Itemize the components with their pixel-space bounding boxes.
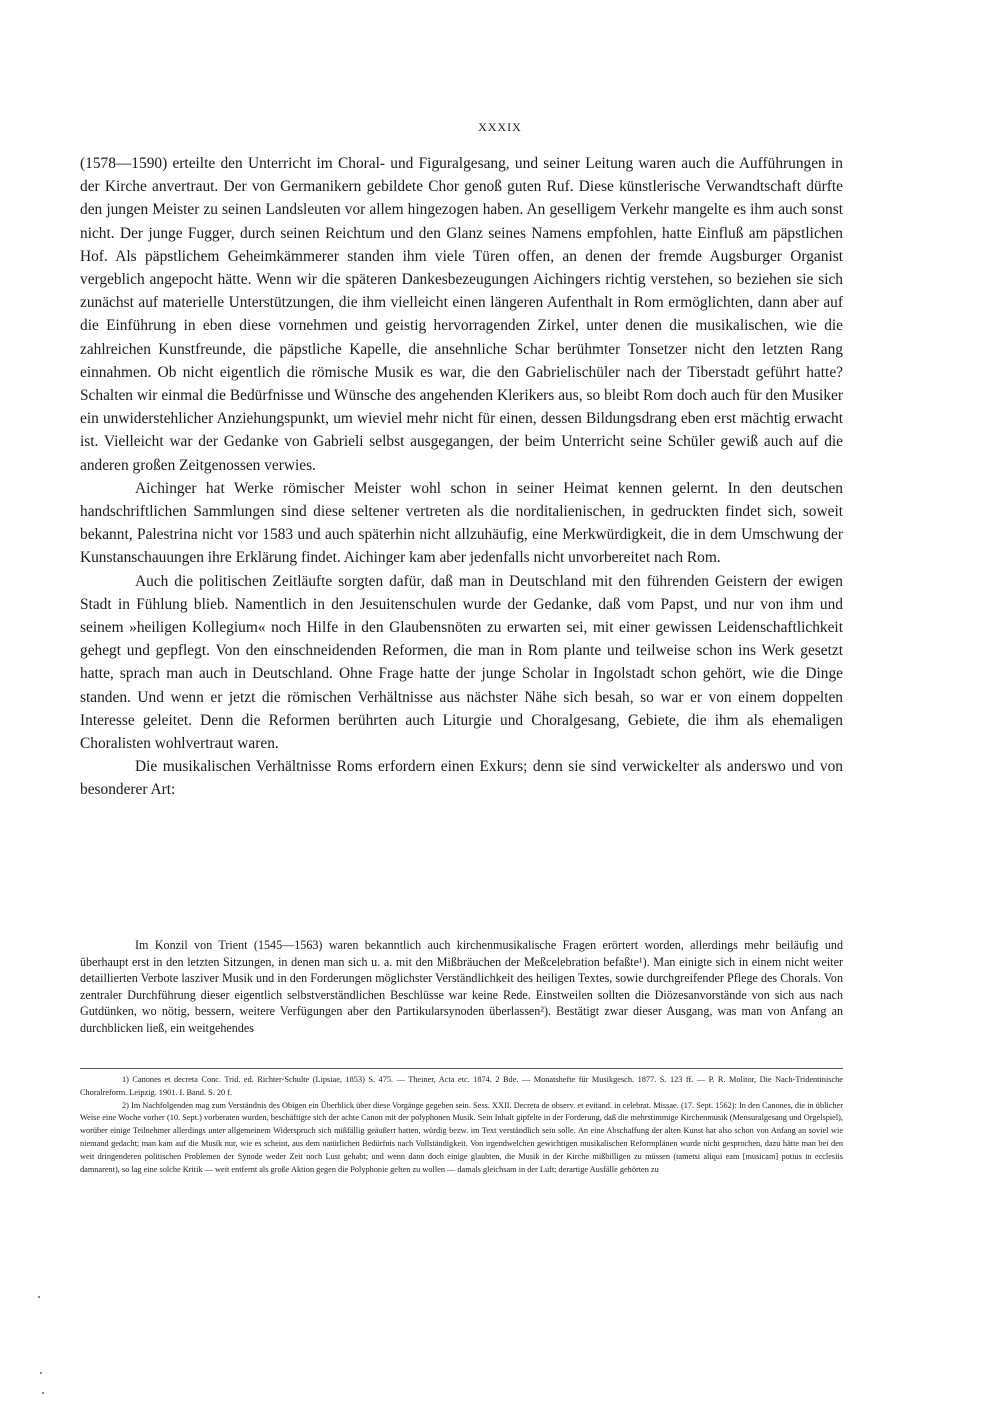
scan-speck	[42, 1392, 44, 1394]
footnotes	[80, 1074, 843, 1176]
footnote-divider	[80, 1068, 843, 1069]
body-paragraph-1: (1578—1590) erteilte den Unterricht im Choral- und Figuralgesang, und seiner Leitung waren auch die Aufführungen in der Kirche anvertraut. Der von Germanikern gebildete Chor genoß guten Ruf. Diese künstlerische Verwandtschaft dürfte den jungen Meister zu seinen Landsleuten vor allem hingezogen haben. An geselligem Verkehr mangelte es ihm auch sonst nicht. Der junge Fugger, durch seinen Reichtum und den Glanz seines Namens empfohlen, hatte Einfluß am päpstlichen Hof. Als päpstlichem Geheimkämmerer standen ihm viele Türen offen, an denen der fremde Augsburger Organist vergeblich angepocht hätte. Wenn wir die späteren Dankesbezeugungen Aichingers richtig verstehen, so beziehen sie sich zunächst auf materielle Unterstützungen, die ihm vielleicht einen längeren Aufenthalt in Rom ermöglichten, dann aber auf die Einführung in eben diese vornehmen und geistig hervorragenden Zirkel, unter denen die musikalischen, wie die zahlreichen Kunstfreunde, die päpstliche Kapelle, die ansehnliche Schar berühmter Tonsetzer nicht den letzten Rang einnahmen. Ob nicht eigentlich die römische Musik es war, die den Gabrielischüler nach der Tiberstadt geführt hatte? Schalten wir einmal die Bedürfnisse und Wünsche des angehenden Klerikers aus, so bleibt Rom doch auch für den Musiker ein unwiderstehlicher Anziehungspunkt, um wieviel mehr nicht für einen, dessen Bildungsdrang eben erst mächtig erwacht ist. Vielleicht war der Gedanke von Gabrieli selbst ausgegangen, der beim Unterricht seine Schüler gewiß auch auf die anderen großen Zeitgenossen verwies.	[80, 155, 843, 474]
scan-speck	[38, 1296, 40, 1298]
scan-speck	[40, 1372, 42, 1374]
excursus-block	[80, 937, 843, 1037]
main-text	[80, 152, 843, 802]
body-paragraph-4: Die musikalischen Verhältnisse Roms erfordern einen Exkurs; denn sie sind verwickelter als anderswo und von besonderer Art:	[80, 758, 843, 799]
footnote-2: 2) Im Nachfolgenden mag zum Verständnis des Obigen ein Überblick über diese Vorgänge gegeben sein. Sess. XXII. Decreta de observ. et evitand. in celebrat. Missae. (17. Sept. 1562): In den Canones, die in üblicher Weise eine Woche vorher (10. Sept.) vorberaten wurden, beschäftigte sich der achte Canon mit der polyphonen Musik. Sein Inhalt gipfelte in der Forderung, daß die mehrstimmige Kirchenmusik (Mensuralgesang und Orgelspiel), worüber einige Teilnehmer allerdings unter allgemeinem Widerspruch sich mißfällig geäußert hatten, würdig bezw. im Text verständlich sein solle. An eine Abschaffung der alten Kunst hat also schon von Anfang an soviel wie niemand gedacht; man kam auf die Musik nur, wie es scheint, aus dem natürlichen Bedürfnis nach Vollständigkeit. Von irgendwelchen gewichtigen musikalischen Reformplänen wurde nicht gesprochen, dazu hätte man bei den weit dringenderen politischen Problemen der Synode weder Zeit noch Lust gehabt; und wenn dann doch einige glaubten, die Musik in der Kirche mißbilligen zu müssen (tametsi aliqui eam [musicam] potius in ecclesiis damnarent), so lag eine solche Kritik — weit entfernt als große Aktion gegen die Polyphonie gelten zu wollen — damals gleichsam in der Luft; derartige Ausfälle gehörten zu	[80, 1100, 843, 1174]
body-paragraph-2: Aichinger hat Werke römischer Meister wohl schon in seiner Heimat kennen gelernt. In den deutschen handschriftlichen Sammlungen sind diese seltener vertreten als die norditalienischen, in gedruckten findet sich, soweit bekannt, Palestrina nicht vor 1583 und auch späterhin nicht allzuhäufig, eine Merkwürdigkeit, die in dem Umschwung der Kunstanschauungen ihre Erklärung findet. Aichinger kam aber jedenfalls nicht unvorbereitet nach Rom.	[80, 479, 843, 567]
footnote-1: 1) Canones et decreta Conc. Trid. ed. Richter-Schulte (Lipsiae, 1853) S. 475. — Theiner, Acta etc. 1874. 2 Bde. — Monatshefte für Musikgesch. 1877. S. 123 ff. — P. R. Molitor, Die Nach-Tridentinische Choralreform. Leipzig. 1901. I. Band. S. 20 f.	[80, 1075, 843, 1097]
excursus-paragraph: Im Konzil von Trient (1545—1563) waren bekanntlich auch kirchenmusikalische Fragen erörtert worden, allerdings mehr beiläufig und überhaupt erst in den letzten Sitzungen, in denen man sich u. a. mit den Mißbräuchen der Meßcelebration befaßte¹). Man einigte sich in einem nicht weiter detaillierten Verbote lasziver Musik und in den Forderungen möglichster Verständlichkeit des heiligen Textes, sowie durchgreifender Pflege des Chorals. Von zentraler Durchführung dieser eigentlich selbstverständlichen Beschlüsse war keine Rede. Einstweilen sollten die Diözesanvorstände von sich aus nach Gutdünken, wo nötig, bessern, weitere Verfügungen aber den Partikularsynoden überlassen²). Bestätigt zwar dieser Ausgang, was man von Anfang an durchblicken ließ, ein weitgehendes	[80, 938, 843, 1035]
body-paragraph-3: Auch die politischen Zeitläufte sorgten dafür, daß man in Deutschland mit den führenden Geistern der ewigen Stadt in Fühlung blieb. Namentlich in den Jesuitenschulen wurde der Gedanke, daß vom Papst, und nur von ihm und seinem »heiligen Kollegium« noch Hilfe in den Glaubensnöten zu erwarten sei, mit einer gewissen Leidenschaftlichkeit gehegt und gepflegt. Von den einschneidenden Reformen, die man in Rom plante und teilweise schon ins Werk gesetzt hatte, sprach man auch in Deutschland. Ohne Frage hatte der junge Scholar in Ingolstadt schon gehört, wie die Dinge standen. Und wenn er jetzt die römischen Verhältnisse aus nächster Nähe sich besah, so war er von einem doppelten Interesse geleitet. Denn die Reformen berührten auch Liturgie und Choralgesang, Gebiete, die ihm als ehemaligen Choralisten wohlvertraut waren.	[80, 572, 843, 753]
page-number: XXXIX	[478, 120, 522, 134]
